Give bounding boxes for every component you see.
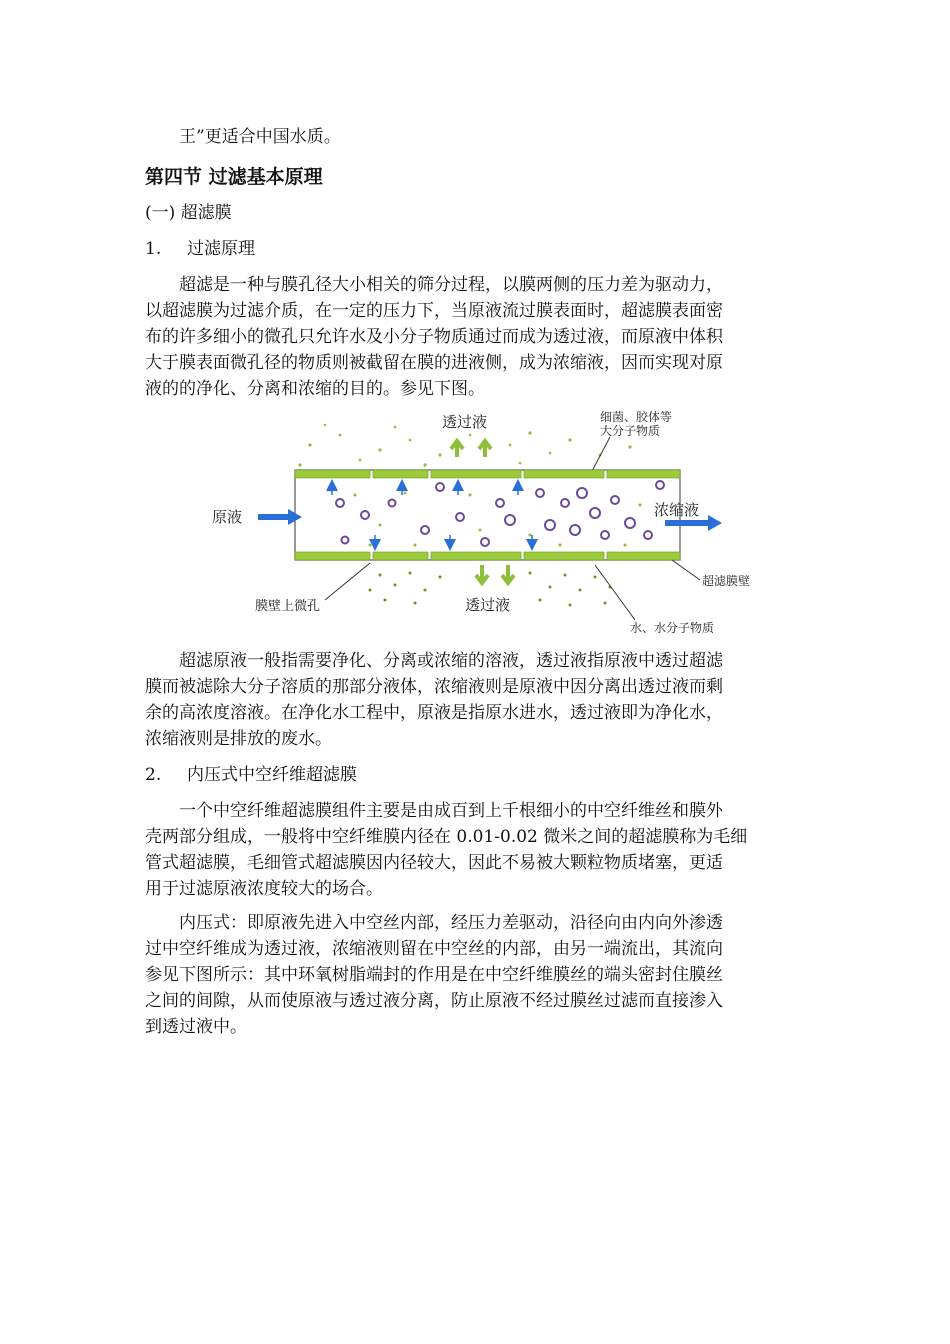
subsection-title: (一) 超滤膜	[145, 203, 232, 223]
text-line: 液的的净化、分离和浓缩的目的。参见下图。	[145, 379, 485, 399]
item-2-heading	[145, 762, 357, 788]
text-line: 超滤原液一般指需要净化、分离或浓缩的溶液，透过液指原液中透过超滤	[179, 651, 723, 671]
text-line: 内压式：即原液先进入中空丝内部，经压力差驱动，沿径向由内向外渗透	[179, 913, 723, 933]
item-number: 1.	[145, 239, 162, 259]
membrane-tube	[295, 470, 680, 560]
label-top-permeate: 透过液	[442, 413, 488, 431]
membrane-wall-top	[295, 470, 680, 478]
ultrafiltration-diagram	[210, 405, 780, 640]
text-line: 布的许多细小的微孔只允许水及小分子物质通过而成为透过液，而原液中体积	[145, 327, 723, 347]
label-macro-2: 大分子物质	[600, 424, 661, 438]
text-line: 参见下图所示：其中环氧树脂端封的作用是在中空纤维膜丝的端头密封住膜丝	[145, 965, 723, 985]
water-leader-line	[595, 565, 635, 620]
label-macro: 细菌、胶体等	[600, 410, 673, 424]
item-title: 内压式中空纤维超滤膜	[187, 765, 357, 785]
text-line: 到透过液中。	[145, 1017, 247, 1037]
item-1-heading	[145, 236, 255, 262]
label-feed: 原液	[212, 508, 243, 526]
item-number: 2.	[145, 765, 162, 785]
text-line: 一个中空纤维超滤膜组件主要是由成百到上千根细小的中空纤维丝和膜外	[179, 801, 723, 821]
text-line: 余的高浓度溶液。在净化水工程中，原液是指原水进水，透过液即为净化水，	[145, 703, 723, 723]
paragraph-1	[145, 272, 807, 402]
text-line: 以超滤膜为过滤介质，在一定的压力下，当原液流过膜表面时，超滤膜表面密	[145, 301, 723, 321]
label-wall: 超滤膜壁	[702, 574, 751, 588]
text-line: 管式超滤膜，毛细管式超滤膜因内径较大，因此不易被大颗粒物质堵塞，更适	[145, 853, 723, 873]
permeate-arrows-down	[476, 565, 514, 583]
text-line: 浓缩液则是排放的废水。	[145, 729, 332, 749]
concentrate-arrow-head	[708, 515, 722, 531]
label-bottom-permeate: 透过液	[465, 596, 511, 614]
text-line: 用于过滤原液浓度较大的场合。	[145, 879, 383, 899]
text-line: 王”更适合中国水质。	[179, 127, 341, 147]
text-line: 壳两部分组成，一般将中空纤维膜内径在 0.01-0.02 微米之间的超滤膜称为毛细	[145, 827, 748, 847]
text-line: 过中空纤维成为透过液，浓缩液则留在中空丝的内部，由另一端流出，其流向	[145, 939, 723, 959]
continuation-line	[145, 124, 807, 150]
label-pores: 膜壁上微孔	[255, 599, 321, 614]
paragraph-3	[145, 798, 807, 902]
text-line: 超滤是一种与膜孔径大小相关的筛分过程，以膜两侧的压力差为驱动力，	[179, 275, 723, 295]
label-water: 水、水分子物质	[630, 621, 715, 635]
membrane-wall-bottom	[295, 552, 680, 560]
text-line: 大于膜表面微孔径的物质则被截留在膜的进液侧，成为浓缩液，因而实现对原	[145, 353, 723, 373]
text-line: 之间的间隙，从而使原液与透过液分离，防止原液不经过膜丝过滤而直接渗入	[145, 991, 723, 1011]
wall-leader-line	[672, 560, 700, 580]
section-title: 第四节 过滤基本原理	[145, 166, 323, 188]
pores-leader-line	[325, 563, 370, 600]
item-title: 过滤原理	[187, 239, 255, 259]
permeate-arrows-up	[451, 441, 491, 457]
text-line: 膜而被滤除大分子溶质的那部分液体，浓缩液则是原液中因分离出透过液而剩	[145, 677, 723, 697]
paragraph-4	[145, 910, 807, 1040]
label-concentrate: 浓缩液	[654, 501, 700, 519]
paragraph-2	[145, 648, 807, 752]
